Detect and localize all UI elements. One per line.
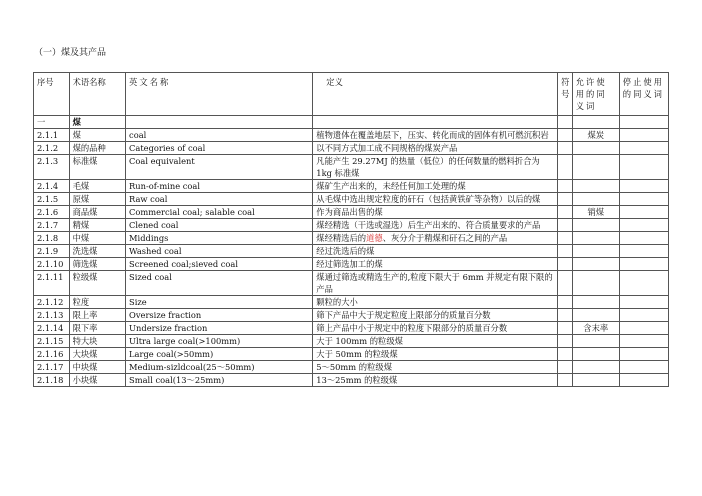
row-symbol [558, 180, 573, 193]
row-definition: 大于 100mm 的粒级煤 [313, 335, 558, 348]
header-number: 序号 [34, 73, 70, 116]
row-symbol [558, 258, 573, 271]
row-definition: 凡能产生 29.27MJ 的热量（低位）的任何数量的燃料折合为 1kg 标准煤 [313, 155, 558, 180]
row-english: Sized coal [126, 271, 313, 296]
terminology-table [33, 72, 669, 387]
row-symbol [558, 155, 573, 180]
row-term: 毛煤 [69, 180, 125, 193]
table-row [34, 155, 669, 180]
row-english: Medium-sizldcoal(25～50mm) [126, 361, 313, 374]
row-number: 2.1.11 [34, 271, 70, 296]
row-symbol [558, 232, 573, 245]
row-term: 中煤 [69, 232, 125, 245]
table-row [34, 232, 669, 245]
row-definition: 经过筛选加工的煤 [313, 258, 558, 271]
row-symbol [558, 348, 573, 361]
row-definition [313, 232, 558, 245]
row-english: Clened coal [126, 219, 313, 232]
row-allowed-synonym [572, 335, 619, 348]
table-row [34, 361, 669, 374]
table-row [34, 129, 669, 142]
row-symbol [558, 361, 573, 374]
row-english: Large coal(>50mm) [126, 348, 313, 361]
row-stopped-synonym [619, 296, 668, 309]
row-english: Washed coal [126, 245, 313, 258]
table-row [34, 271, 669, 296]
row-definition: 从毛煤中选出规定粒度的矸石（包括黄铁矿等杂物）以后的煤 [313, 193, 558, 206]
row-symbol [558, 309, 573, 322]
table-row [34, 322, 669, 335]
row-english: Oversize fraction [126, 309, 313, 322]
row-stopped-synonym [619, 245, 668, 258]
row-allowed-synonym [572, 245, 619, 258]
category-row [34, 116, 669, 129]
row-allowed-synonym [572, 258, 619, 271]
row-stopped-synonym [619, 258, 668, 271]
category-number: 一 [34, 116, 70, 129]
table-row [34, 180, 669, 193]
row-definition: 筛下产品中大于规定粒度上限部分的质量百分数 [313, 309, 558, 322]
row-allowed-synonym [572, 348, 619, 361]
row-allowed-synonym [572, 309, 619, 322]
table-row [34, 374, 669, 387]
row-symbol [558, 296, 573, 309]
row-term: 煤的品种 [69, 142, 125, 155]
row-english: Commercial coal; salable coal [126, 206, 313, 219]
row-definition: 经过洗选后的煤 [313, 245, 558, 258]
row-stopped-synonym [619, 232, 668, 245]
category-term: 煤 [69, 116, 125, 129]
row-stopped-synonym [619, 361, 668, 374]
row-number: 2.1.18 [34, 374, 70, 387]
row-symbol [558, 142, 573, 155]
row-term: 小块煤 [69, 374, 125, 387]
table-row [34, 142, 669, 155]
table-row [34, 193, 669, 206]
row-allowed-synonym [572, 296, 619, 309]
header-row [34, 73, 669, 116]
row-number: 2.1.2 [34, 142, 70, 155]
row-definition: 煤经精选（干选或湿选）后生产出来的、符合质量要求的产品 [313, 219, 558, 232]
row-number: 2.1.3 [34, 155, 70, 180]
row-term: 洗选煤 [69, 245, 125, 258]
row-definition: 大于 50mm 的粒级煤 [313, 348, 558, 361]
row-allowed-synonym [572, 193, 619, 206]
row-symbol [558, 129, 573, 142]
row-stopped-synonym [619, 129, 668, 142]
table-row [34, 296, 669, 309]
row-number: 2.1.12 [34, 296, 70, 309]
row-allowed-synonym [572, 232, 619, 245]
row-stopped-synonym [619, 348, 668, 361]
row-stopped-synonym [619, 322, 668, 335]
row-number: 2.1.8 [34, 232, 70, 245]
row-stopped-synonym [619, 155, 668, 180]
row-number: 2.1.5 [34, 193, 70, 206]
row-term: 粒度 [69, 296, 125, 309]
row-allowed-synonym: 含末率 [572, 322, 619, 335]
row-number: 2.1.13 [34, 309, 70, 322]
row-number: 2.1.17 [34, 361, 70, 374]
row-symbol [558, 193, 573, 206]
row-stopped-synonym [619, 219, 668, 232]
row-symbol [558, 245, 573, 258]
row-english: Small coal(13～25mm) [126, 374, 313, 387]
section-title: （一）煤及其产品 [34, 48, 107, 58]
row-term: 中块煤 [69, 361, 125, 374]
row-term: 原煤 [69, 193, 125, 206]
row-number: 2.1.14 [34, 322, 70, 335]
row-definition: 以不同方式加工成不同规格的煤炭产品 [313, 142, 558, 155]
row-allowed-synonym [572, 142, 619, 155]
row-definition: 煤通过筛选或精选生产的,粒度下限大于 6mm 并规定有限下限的产品 [313, 271, 558, 296]
row-symbol [558, 322, 573, 335]
row-allowed-synonym [572, 155, 619, 180]
table-row [34, 258, 669, 271]
row-stopped-synonym [619, 206, 668, 219]
row-symbol [558, 335, 573, 348]
row-stopped-synonym [619, 142, 668, 155]
row-english: Categories of coal [126, 142, 313, 155]
row-english: Coal equivalent [126, 155, 313, 180]
row-stopped-synonym [619, 193, 668, 206]
row-definition: 筛上产品中小于规定中的粒度下限部分的质量百分数 [313, 322, 558, 335]
row-english: Ultra large coal(>100mm) [126, 335, 313, 348]
row-symbol [558, 374, 573, 387]
row-term: 大块煤 [69, 348, 125, 361]
row-term: 标准煤 [69, 155, 125, 180]
row-definition: 煤矿生产出来的，未经任何加工处理的煤 [313, 180, 558, 193]
row-number: 2.1.16 [34, 348, 70, 361]
row-number: 2.1.1 [34, 129, 70, 142]
row-stopped-synonym [619, 335, 668, 348]
table-row [34, 348, 669, 361]
row-allowed-synonym [572, 180, 619, 193]
row-allowed-synonym: 煤炭 [572, 129, 619, 142]
row-definition: 颗粒的大小 [313, 296, 558, 309]
header-english: 英文名称 [126, 73, 313, 116]
definition-part: 、灰分介于精煤和矸石之间的产品 [382, 233, 508, 243]
row-allowed-synonym [572, 219, 619, 232]
row-symbol [558, 271, 573, 296]
header-definition-text: 定义 [326, 77, 343, 87]
row-symbol [558, 206, 573, 219]
row-symbol [558, 219, 573, 232]
row-english: Undersize fraction [126, 322, 313, 335]
table-row [34, 245, 669, 258]
row-english: Middings [126, 232, 313, 245]
row-definition: 13～25mm 的粒级煤 [313, 374, 558, 387]
row-number: 2.1.7 [34, 219, 70, 232]
row-number: 2.1.15 [34, 335, 70, 348]
table-row [34, 206, 669, 219]
row-term: 限下率 [69, 322, 125, 335]
row-term: 商品煤 [69, 206, 125, 219]
row-english: Screened coal;sieved coal [126, 258, 313, 271]
row-number: 2.1.6 [34, 206, 70, 219]
definition-part: 煤经精选后的 [316, 233, 367, 243]
table-row [34, 309, 669, 322]
row-english: Size [126, 296, 313, 309]
row-definition: 5～50mm 的粒级煤 [313, 361, 558, 374]
row-term: 特大块 [69, 335, 125, 348]
row-allowed-synonym [572, 271, 619, 296]
header-definition [313, 73, 558, 116]
row-stopped-synonym [619, 309, 668, 322]
row-english: coal [126, 129, 313, 142]
row-stopped-synonym [619, 271, 668, 296]
table-row [34, 219, 669, 232]
row-definition: 植物遗体在覆盖地层下，压实、转化而成的固体有机可燃沉积岩 [313, 129, 558, 142]
header-stopped-synonym: 停止使用的同义词 [619, 73, 668, 116]
row-term: 精煤 [69, 219, 125, 232]
row-english: Run-of-mine coal [126, 180, 313, 193]
header-term: 术语名称 [69, 73, 125, 116]
row-term: 限上率 [69, 309, 125, 322]
row-english: Raw coal [126, 193, 313, 206]
header-allowed-synonym: 允许使用的同义词 [572, 73, 619, 116]
definition-highlight: 道德 [366, 233, 383, 243]
row-allowed-synonym: 销煤 [572, 206, 619, 219]
header-symbol: 符号 [558, 73, 573, 116]
row-stopped-synonym [619, 374, 668, 387]
row-number: 2.1.9 [34, 245, 70, 258]
row-allowed-synonym [572, 361, 619, 374]
table-row [34, 335, 669, 348]
row-number: 2.1.10 [34, 258, 70, 271]
row-term: 筛选煤 [69, 258, 125, 271]
row-number: 2.1.4 [34, 180, 70, 193]
row-allowed-synonym [572, 374, 619, 387]
row-definition: 作为商品出售的煤 [313, 206, 558, 219]
row-term: 煤 [69, 129, 125, 142]
row-term: 粒级煤 [69, 271, 125, 296]
row-stopped-synonym [619, 180, 668, 193]
